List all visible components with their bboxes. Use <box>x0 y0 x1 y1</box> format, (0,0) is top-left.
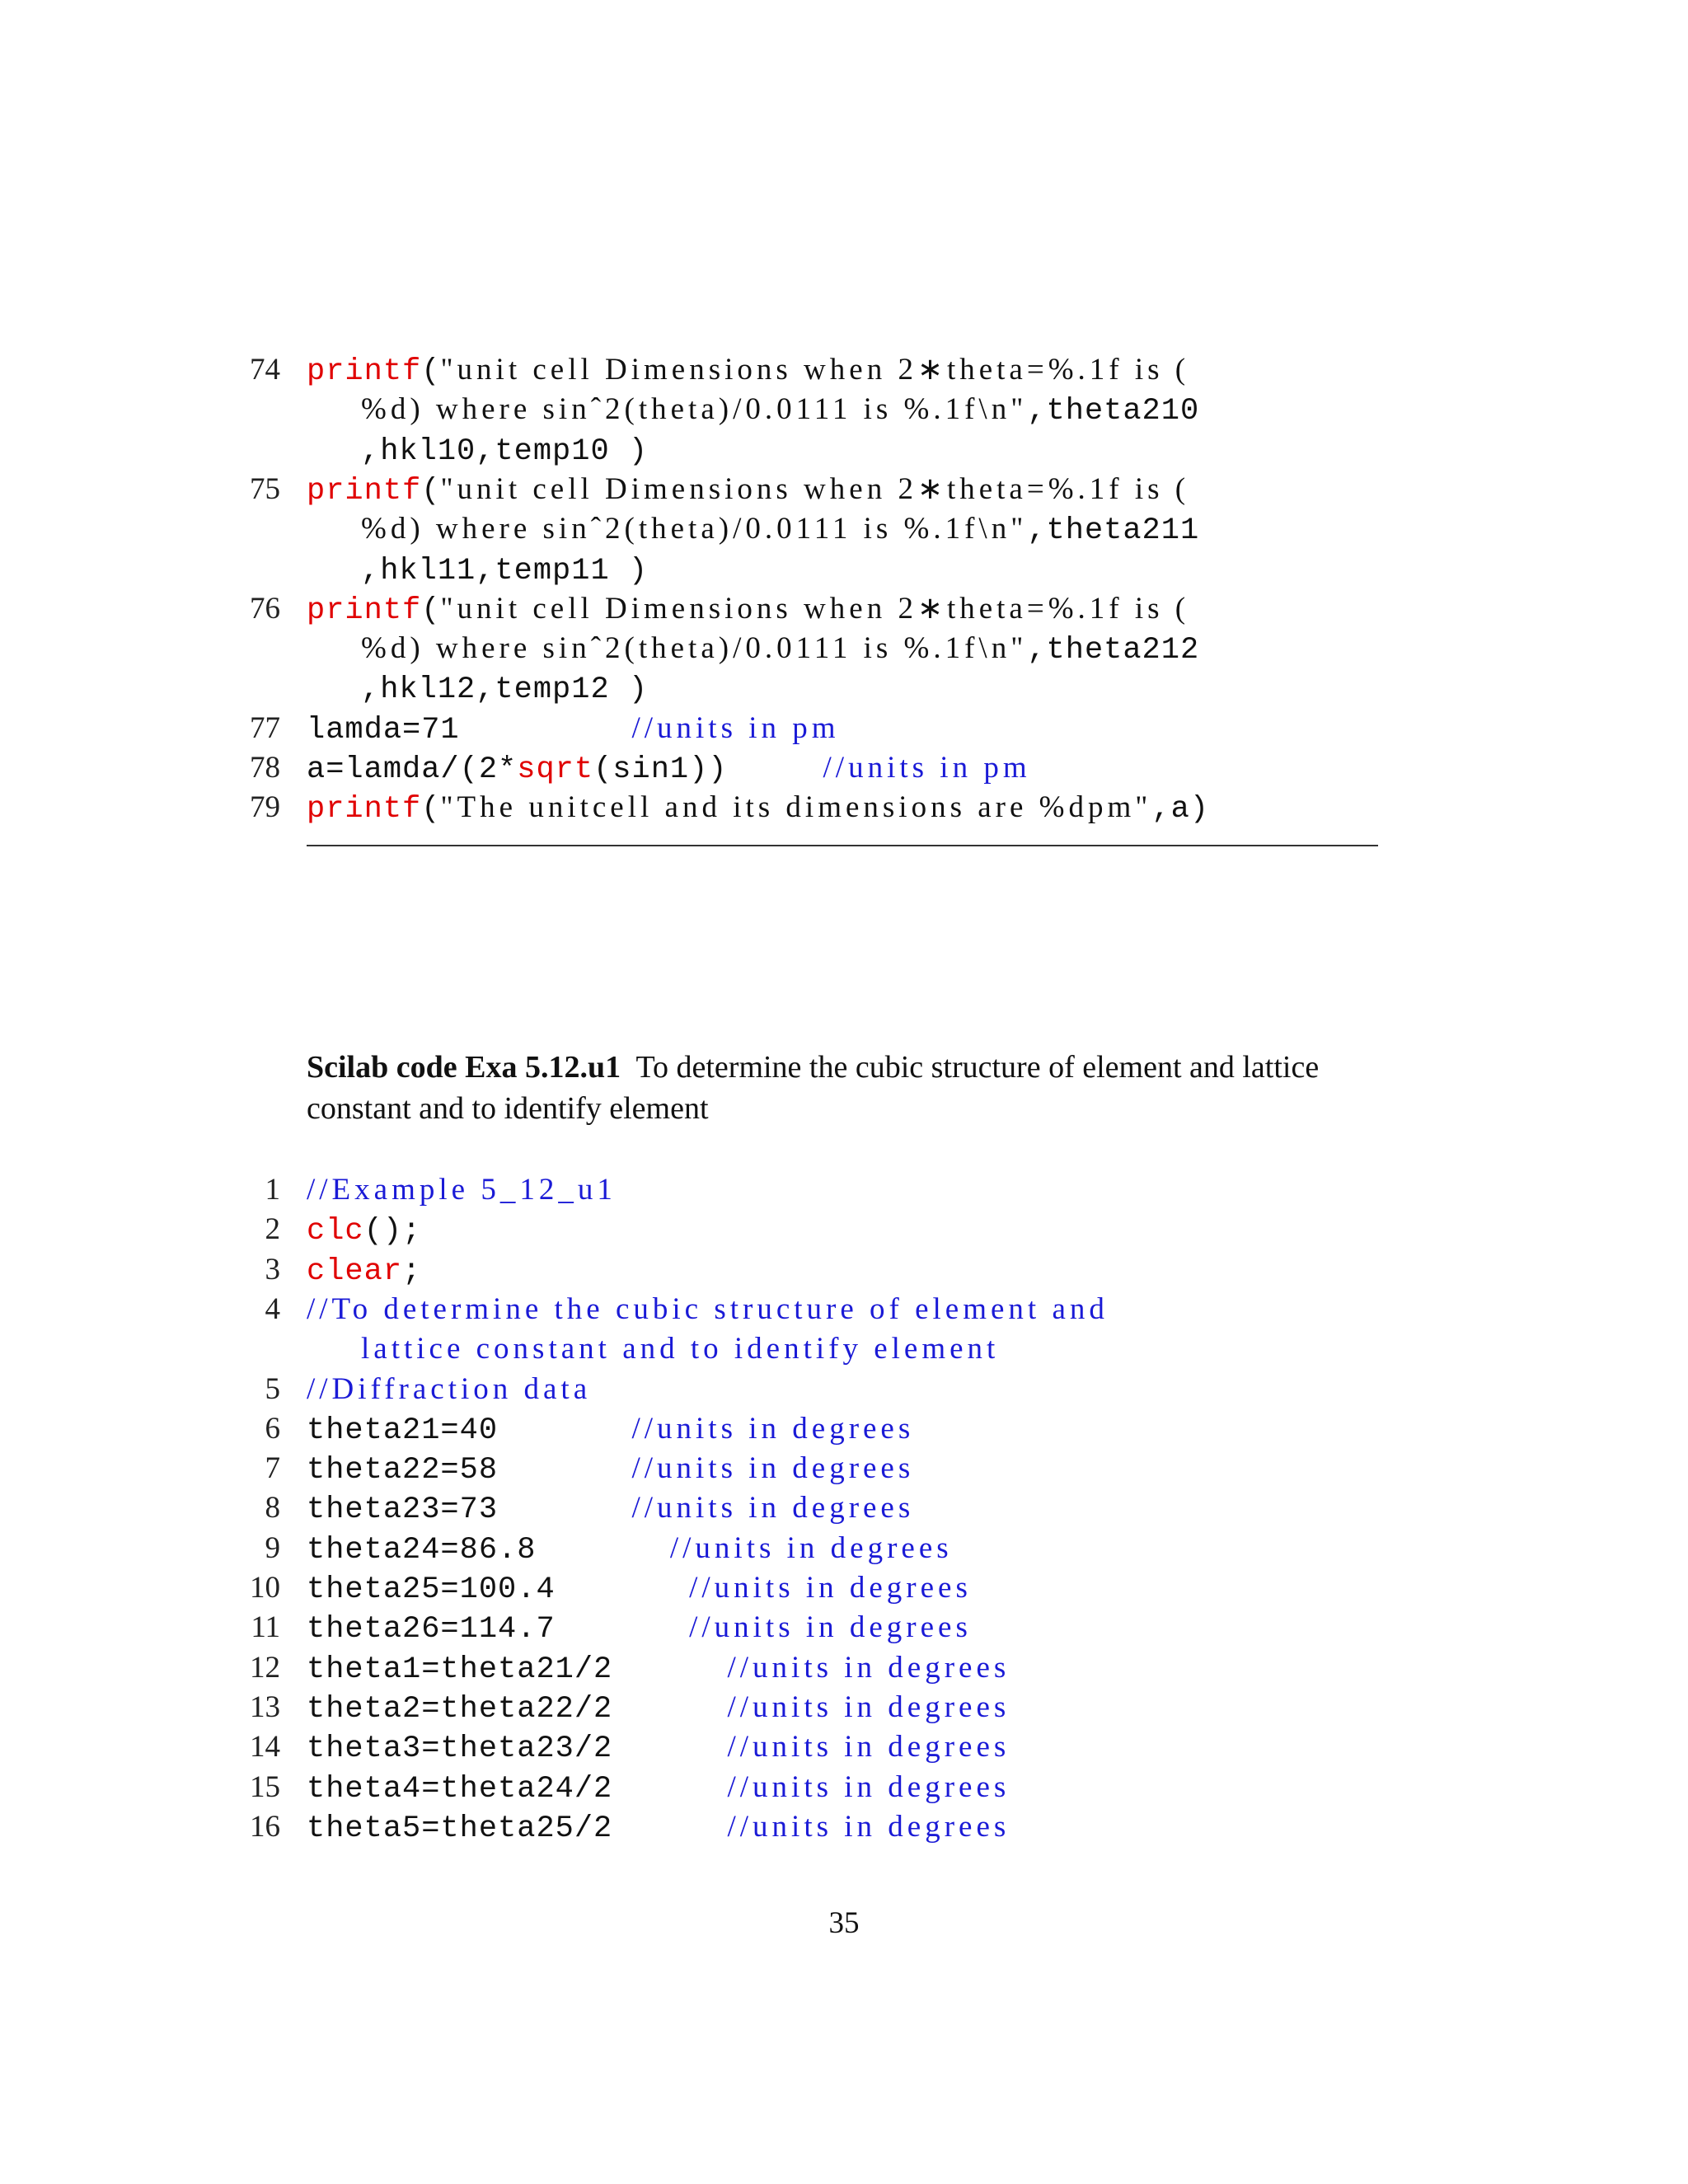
line-number: 16 <box>250 1809 280 1844</box>
code-line <box>0 1409 1688 1449</box>
code-text <box>307 748 1031 790</box>
line-number: 7 <box>265 1451 280 1486</box>
code-line <box>0 1370 1688 1409</box>
code-text <box>361 668 648 710</box>
line-number: 76 <box>250 591 280 626</box>
code-token: ,hkl10,temp10 ) <box>361 434 649 469</box>
code-text <box>361 430 648 471</box>
code-line <box>0 668 1688 708</box>
code-text <box>307 470 1189 511</box>
code-token: ,theta210 <box>1027 394 1200 429</box>
code-text <box>361 550 648 591</box>
code-text <box>307 1768 1010 1809</box>
code-token: ( <box>421 792 441 827</box>
code-token: theta24=86.8 <box>307 1532 670 1568</box>
line-number: 14 <box>250 1730 280 1765</box>
line-number: 6 <box>265 1411 280 1446</box>
code-line <box>0 1727 1688 1767</box>
code-token: ; <box>402 1254 422 1289</box>
code-text <box>307 1449 914 1490</box>
code-token: ,theta211 <box>1027 513 1200 549</box>
comment: //Diffraction data <box>307 1371 592 1406</box>
code-line <box>0 1250 1688 1290</box>
comment: //Example 5_12_u1 <box>307 1173 617 1207</box>
code-text <box>307 1568 972 1610</box>
code-text <box>361 1329 999 1369</box>
code-token: a=lamda/(2* <box>307 752 518 787</box>
line-number: 12 <box>250 1650 280 1685</box>
comment: //units in degrees <box>689 1610 972 1645</box>
code-line <box>0 350 1688 390</box>
code-line <box>0 788 1688 827</box>
line-number: 5 <box>265 1371 280 1406</box>
code-text <box>307 1648 1010 1690</box>
code-line <box>0 1529 1688 1568</box>
code-line <box>0 1210 1688 1249</box>
code-token: theta21=40 <box>307 1413 632 1448</box>
code-text <box>307 1170 617 1210</box>
code-line <box>0 1488 1688 1528</box>
listing-end-rule <box>307 845 1378 846</box>
line-number: 77 <box>250 710 280 745</box>
code-line <box>0 1648 1688 1688</box>
code-line <box>0 709 1688 748</box>
code-token: ,hkl12,temp12 ) <box>361 673 649 708</box>
line-number: 9 <box>265 1530 280 1565</box>
code-text <box>307 1370 591 1409</box>
string: %d) where sinˆ2(theta)/0.0111 is %.1f\n" <box>361 512 1028 546</box>
comment: //units in pm <box>823 751 1031 785</box>
comment: //units in degrees <box>727 1690 1010 1724</box>
code-token: theta3=theta23/2 <box>307 1732 728 1767</box>
keyword: clc <box>307 1214 364 1249</box>
string: "The unitcell and its dimensions are %dpm" <box>440 790 1152 825</box>
code-token: theta4=theta24/2 <box>307 1771 728 1807</box>
comment: //units in degrees <box>631 1451 915 1486</box>
code-text <box>307 1608 972 1649</box>
code-token: theta23=73 <box>307 1493 632 1528</box>
code-line <box>0 589 1688 629</box>
keyword: printf <box>307 792 422 827</box>
code-text <box>307 1290 1109 1329</box>
string: "unit cell Dimensions when 2∗theta=%.1f is ( <box>440 471 1190 506</box>
code-text <box>307 1688 1010 1729</box>
code-token: theta25=100.4 <box>307 1572 690 1607</box>
keyword: printf <box>307 473 422 509</box>
page-number: 35 <box>828 1906 860 1940</box>
code-text <box>307 1250 421 1291</box>
comment: //units in degrees <box>727 1809 1010 1844</box>
code-token: theta22=58 <box>307 1453 632 1488</box>
code-line <box>0 629 1688 668</box>
code-line <box>0 748 1688 788</box>
code-text <box>307 1210 421 1251</box>
line-number: 2 <box>265 1212 280 1247</box>
code-text <box>307 788 1209 829</box>
line-number: 4 <box>265 1291 280 1326</box>
comment: //units in degrees <box>727 1769 1010 1804</box>
code-token: ,theta212 <box>1027 633 1200 668</box>
code-line <box>0 1768 1688 1807</box>
code-line <box>0 1568 1688 1608</box>
comment: //To determine the cubic structure of element and <box>307 1291 1109 1326</box>
listing-caption <box>307 1047 1395 1129</box>
comment: //units in degrees <box>727 1650 1010 1685</box>
code-token: ( <box>421 473 441 509</box>
code-token: (sin1)) <box>593 752 823 787</box>
code-text <box>361 509 1199 551</box>
code-line <box>0 509 1688 549</box>
code-text <box>307 589 1189 630</box>
code-token: ,a) <box>1151 792 1209 827</box>
code-line <box>0 1449 1688 1488</box>
string: "unit cell Dimensions when 2∗theta=%.1f is ( <box>440 353 1190 387</box>
comment: //units in degrees <box>631 1491 915 1526</box>
code-token: theta26=114.7 <box>307 1612 690 1647</box>
code-line <box>0 550 1688 589</box>
line-number: 13 <box>250 1690 280 1724</box>
line-number: 10 <box>250 1571 280 1605</box>
comment: //units in degrees <box>689 1571 972 1605</box>
line-number: 74 <box>250 353 280 387</box>
line-number: 75 <box>250 471 280 506</box>
code-line <box>0 470 1688 509</box>
line-number: 78 <box>250 751 280 785</box>
line-number: 11 <box>251 1610 280 1645</box>
keyword: sqrt <box>517 752 594 787</box>
code-text <box>361 629 1199 670</box>
comment: //units in degrees <box>727 1730 1010 1765</box>
keyword: clear <box>307 1254 403 1289</box>
comment: //units in pm <box>631 710 840 745</box>
code-line <box>0 1608 1688 1647</box>
code-token: ,hkl11,temp11 ) <box>361 553 649 588</box>
code-token: theta2=theta22/2 <box>307 1691 728 1727</box>
line-number: 1 <box>265 1173 280 1207</box>
code-text <box>307 1488 914 1530</box>
comment: //units in degrees <box>669 1530 953 1565</box>
code-line <box>0 1170 1688 1210</box>
line-number: 3 <box>265 1252 280 1286</box>
code-line <box>0 430 1688 470</box>
code-line <box>0 1688 1688 1727</box>
code-text <box>307 350 1189 391</box>
code-line <box>0 390 1688 429</box>
code-token: theta1=theta21/2 <box>307 1652 728 1687</box>
code-token: ( <box>421 593 441 628</box>
code-line <box>0 1329 1688 1369</box>
code-text <box>307 1529 953 1570</box>
caption-label: Scilab code Exa 5.12.u1 <box>307 1050 621 1085</box>
comment: lattice constant and to identify element <box>361 1332 1000 1366</box>
code-line <box>0 1290 1688 1329</box>
line-number: 8 <box>265 1491 280 1526</box>
code-text <box>307 1727 1010 1769</box>
string: %d) where sinˆ2(theta)/0.0111 is %.1f\n" <box>361 392 1028 427</box>
code-token: ( <box>421 354 441 389</box>
code-text <box>307 709 840 750</box>
code-text <box>307 1807 1010 1849</box>
code-text <box>307 1409 914 1451</box>
code-line <box>0 1807 1688 1847</box>
keyword: printf <box>307 593 422 628</box>
string: %d) where sinˆ2(theta)/0.0111 is %.1f\n" <box>361 631 1028 666</box>
caption-text: To determine the cubic structure of element and lattice constant and to identify element <box>307 1050 1320 1126</box>
code-token: theta5=theta25/2 <box>307 1811 728 1846</box>
line-number: 15 <box>250 1769 280 1804</box>
code-text <box>361 390 1199 431</box>
code-token: (); <box>363 1214 422 1249</box>
code-token: lamda=71 <box>307 712 632 748</box>
keyword: printf <box>307 354 422 389</box>
comment: //units in degrees <box>631 1411 915 1446</box>
string: "unit cell Dimensions when 2∗theta=%.1f is ( <box>440 591 1190 626</box>
line-number: 79 <box>250 790 280 825</box>
